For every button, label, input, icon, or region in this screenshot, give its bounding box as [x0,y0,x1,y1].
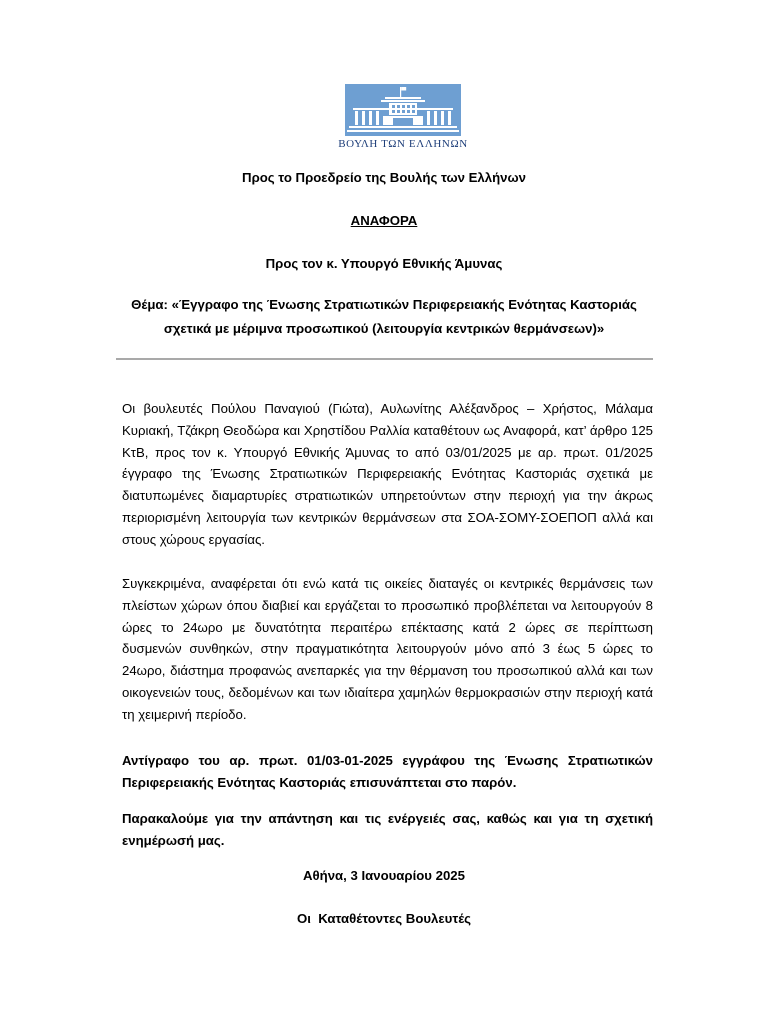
subject-line-2: σχετικά με μέριμνα προσωπικού (λειτουργία κεντρικών θερμάνσεων)» [163,321,605,336]
parliament-logo [328,84,478,150]
paragraph-attachment: Αντίγραφο του αρ. πρωτ. 01/03-01-2025 εγγράφου της Ένωσης Στρατιωτικών Περιφερειακής Ενότητας Καστοριάς επισυνάπτεται στο παρόν. [122,753,653,790]
date-line: Αθήνα, 3 Ιανουαρίου 2025 [303,868,465,883]
document-type-title: ΑΝΑΦΟΡΑ [350,213,418,228]
horizontal-divider [116,358,653,360]
parliament-building-icon [345,84,461,136]
paragraph-intro: Οι βουλευτές Πούλου Παναγιού (Γιώτα), Αυλωνίτης Αλέξανδρος – Χρήστος, Μάλαμα Κυριακή, Τζάκρη Θεοδώρα και Χρηστίδου Ραλλία καταθέτουν ως Αναφορά, κατ’ άρθρο 125 ΚτΒ, προς τον κ. Υπουργό Εθνικής Άμυνας το από 03/01/2025 με αρ. πρωτ. 01/2025 έγγραφο της Ένωσης Στρατιωτικών Περιφερειακής Ενότητας Καστοριάς σχετικά με διατυπωμένες διαμαρτυρίες στρατιωτικών υπηρετούντων στην περιοχή για την άκρως περιορισμένη λειτουργία των κεντρικών θερμάνσεων στα ΣΟΑ-ΣΟΜΥ-ΣΟΕΠΟΠ αλλά και στους χώρους εργασίας. [122,401,653,547]
paragraph-request: Παρακαλούμε για την απάντηση και τις ενέργειές σας, καθώς και για τη σχετική ενημέρωσή μας. [122,811,653,848]
logo-caption: ΒΟΥΛΗ ΤΩΝ ΕΛΛΗΝΩΝ [338,138,468,150]
paragraph-details: Συγκεκριμένα, αναφέρεται ότι ενώ κατά τις οικείες διαταγές οι κεντρικές θερμάνσεις των πλείστων χώρων όπου διαβιεί και εργάζεται το προσωπικό προβλέπεται να λειτουργούν 8 ώρες το 24ωρο με δυνατότητα περαιτέρω επέκτασης κατά 2 ώρες σε περίπτωση δυσμενών συνθηκών, στην πραγματικότητα λειτουργούν μόνο από 3 έως 5 ώρες το 24ωρο, διάστημα προφανώς ανεπαρκές για την θέρμανση του προσωπικού αλλά και των οικογενειών τους, δεδομένων και των ιδιαίτερα χαμηλών θερμοκρασιών στην περιοχή κατά τη χειμερινή περίοδο. [122,576,653,722]
recipient-presidium: Προς το Προεδρείο της Βουλής των Ελλήνων [242,170,526,185]
subject-line-1: Θέμα: «Έγγραφο της Ένωσης Στρατιωτικών Περιφερειακής Ενότητας Καστοριάς [131,297,637,312]
recipient-minister: Προς τον κ. Υπουργό Εθνικής Άμυνας [265,256,503,271]
signatories-line: Οι Καταθέτοντες Βουλευτές [296,911,472,926]
